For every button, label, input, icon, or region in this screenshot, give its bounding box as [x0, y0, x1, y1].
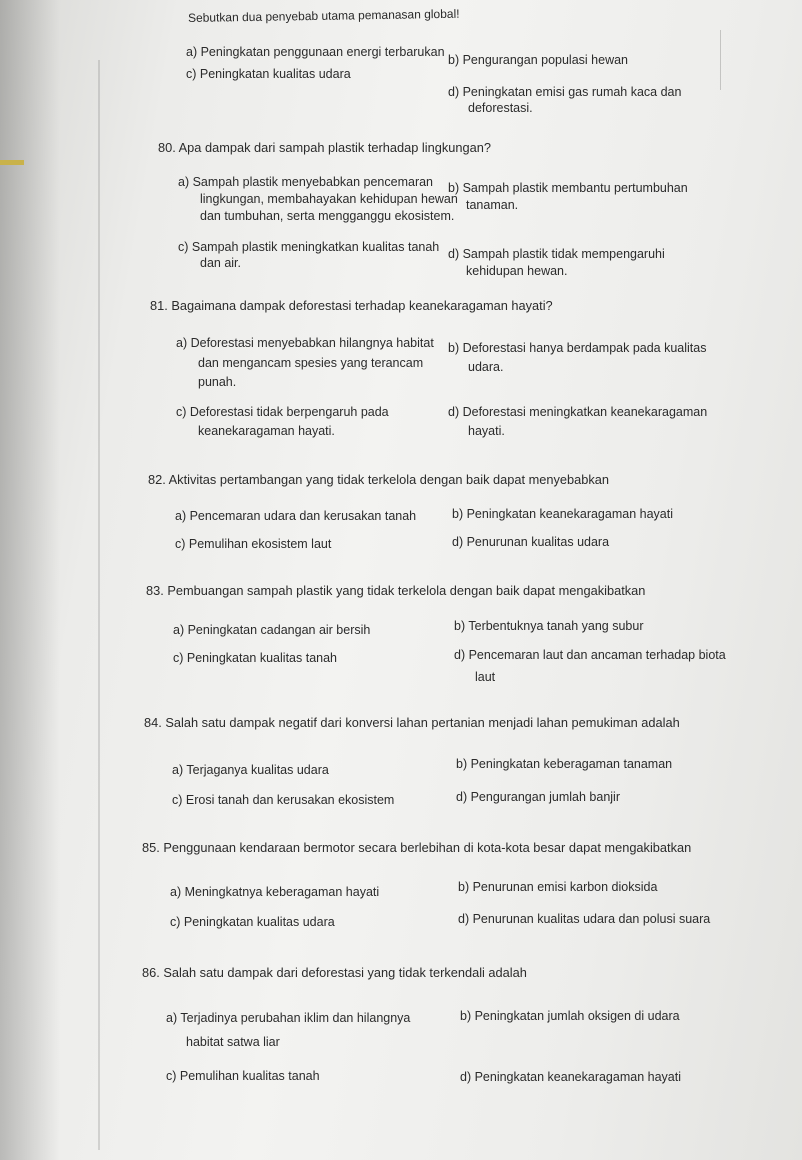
page-margin-line [98, 60, 100, 1150]
q84-option-b: b) Peningkatan keberagaman tanaman [456, 757, 673, 771]
question-80-text: 80. Apa dampak dari sampah plastik terhadap lingkungan? [158, 140, 491, 155]
q80-option-a-line3: dan tumbuhan, serta mengganggu ekosistem. [200, 209, 455, 223]
q81-option-d-line1: d) Deforestasi meningkatkan keanekaragaman [448, 405, 708, 419]
q80-option-c-line2: dan air. [200, 256, 242, 270]
q79-option-d-line2: deforestasi. [468, 101, 533, 115]
question-85-text: 85. Penggunaan kendaraan bermotor secara berlebihan di kota-kota besar dapat mengakibatkan [142, 840, 692, 855]
q85-option-a: a) Meningkatnya keberagaman hayati [170, 885, 380, 899]
q81-option-a-line3: punah. [198, 375, 237, 389]
q80-option-b-line1: b) Sampah plastik membantu pertumbuhan [448, 181, 688, 195]
q84-option-a: a) Terjaganya kualitas udara [172, 763, 329, 777]
page-fold-line [720, 30, 721, 90]
q83-option-d-line1: d) Pencemaran laut dan ancaman terhadap biota [454, 648, 726, 662]
q84-option-d: d) Pengurangan jumlah banjir [456, 790, 620, 804]
highlight-mark [0, 160, 24, 165]
q83-option-d-line2: laut [475, 670, 496, 684]
q82-option-a: a) Pencemaran udara dan kerusakan tanah [175, 509, 417, 523]
q82-option-d: d) Penurunan kualitas udara [452, 535, 610, 549]
q83-option-a: a) Peningkatan cadangan air bersih [173, 623, 371, 637]
question-82-text: 82. Aktivitas pertambangan yang tidak terkelola dengan baik dapat menyebabkan [148, 472, 610, 487]
q86-option-b: b) Peningkatan jumlah oksigen di udara [460, 1009, 680, 1023]
q82-option-c: c) Pemulihan ekosistem laut [175, 537, 332, 551]
q85-option-b: b) Penurunan emisi karbon dioksida [458, 880, 658, 894]
question-83-text: 83. Pembuangan sampah plastik yang tidak terkelola dengan baik dapat mengakibatkan [146, 583, 646, 598]
q80-option-b-line2: tanaman. [466, 198, 519, 212]
q80-option-a-line2: lingkungan, membahayakan kehidupan hewan [200, 192, 458, 206]
question-84-text: 84. Salah satu dampak negatif dari konversi lahan pertanian menjadi lahan pemukiman adalah [144, 715, 680, 730]
q83-option-b: b) Terbentuknya tanah yang subur [454, 619, 644, 633]
q81-option-a-line2: dan mengancam spesies yang terancam [198, 356, 424, 370]
q79-option-a: a) Peningkatan penggunaan energi terbarukan [186, 45, 445, 59]
q86-option-a-line1: a) Terjadinya perubahan iklim dan hilangnya [166, 1011, 411, 1025]
q81-option-b-line1: b) Deforestasi hanya berdampak pada kualitas [448, 341, 707, 355]
q84-option-c: c) Erosi tanah dan kerusakan ekosistem [172, 793, 395, 807]
q85-option-c: c) Peningkatan kualitas udara [170, 915, 335, 929]
page-shadow [0, 0, 60, 1160]
q81-option-c-line2: keanekaragaman hayati. [198, 424, 335, 438]
q80-option-a-line1: a) Sampah plastik menyebabkan pencemaran [178, 175, 434, 189]
q80-option-c-line1: c) Sampah plastik meningkatkan kualitas tanah [178, 240, 440, 254]
q79-option-b: b) Pengurangan populasi hewan [448, 53, 628, 67]
q81-option-b-line2: udara. [468, 360, 504, 374]
question-79-text: Sebutkan dua penyebab utama pemanasan global! [187, 6, 460, 25]
q86-option-c: c) Pemulihan kualitas tanah [166, 1069, 320, 1083]
q81-option-d-line2: hayati. [468, 424, 505, 438]
q85-option-d: d) Penurunan kualitas udara dan polusi suara [458, 912, 711, 926]
q81-option-c-line1: c) Deforestasi tidak berpengaruh pada [176, 405, 389, 419]
q79-option-c: c) Peningkatan kualitas udara [186, 67, 351, 81]
q79-option-d-line1: d) Peningkatan emisi gas rumah kaca dan [448, 85, 682, 99]
q80-option-d-line1: d) Sampah plastik tidak mempengaruhi [448, 247, 665, 261]
question-86-text: 86. Salah satu dampak dari deforestasi yang tidak terkendali adalah [142, 965, 527, 980]
q86-option-a-line2: habitat satwa liar [186, 1035, 280, 1049]
q82-option-b: b) Peningkatan keanekaragaman hayati [452, 507, 673, 521]
question-81-text: 81. Bagaimana dampak deforestasi terhadap keanekaragaman hayati? [150, 298, 553, 313]
q81-option-a-line1: a) Deforestasi menyebabkan hilangnya habitat [176, 336, 434, 350]
q86-option-d: d) Peningkatan keanekaragaman hayati [460, 1070, 681, 1084]
q83-option-c: c) Peningkatan kualitas tanah [173, 651, 337, 665]
q80-option-d-line2: kehidupan hewan. [466, 264, 568, 278]
